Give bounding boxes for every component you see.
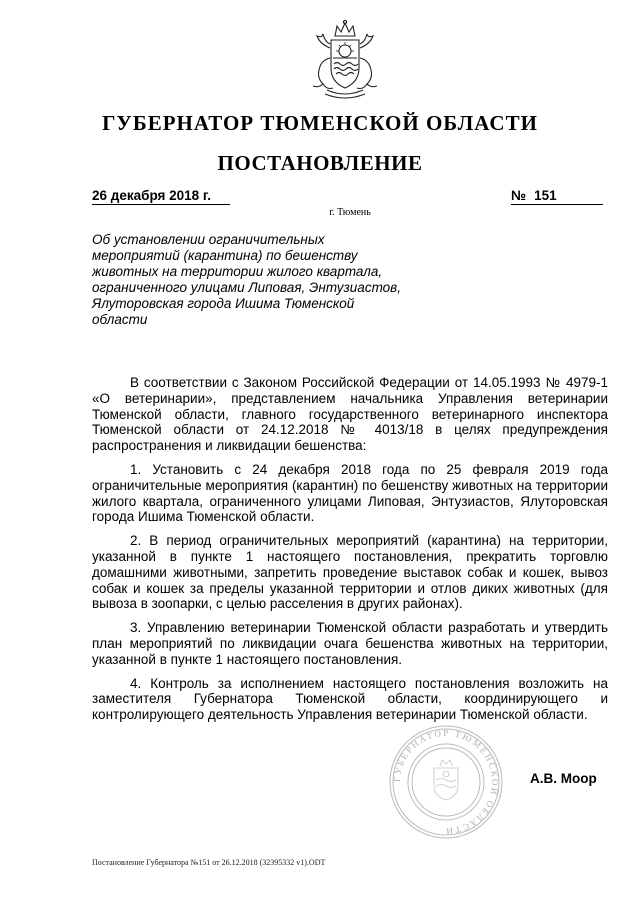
signatory-name: А.В. Моор (530, 771, 597, 786)
preamble-paragraph: В соответствии с Законом Российской Федерации от 14.05.1993 № 4979-1 «О ветеринарии», представлением начальника Управления ветеринарии Тюменской области, главного государственного ветеринарного инспектора Тюменской области от 24.12.2018 № 4013/18 в целях предупреждения распространения и ликвидации бешенства: (92, 375, 608, 454)
document-number (511, 188, 603, 205)
clause-1-paragraph: 1. Установить с 24 декабря 2018 года по 25 февраля 2019 года ограничительные мероприятия (карантин) по бешенству животных на территории жилого квартала, ограниченного улицами Липовая, Энтузиастов, Ялуторовская города Ишима Тюменской области. (92, 461, 608, 525)
official-seal-icon (386, 722, 506, 842)
seal-text: ГУБЕРНАТОР ТЮМЕНСКОЙ ОБЛАСТИ (391, 727, 501, 837)
document-subject: Об установлении ограничительных мероприятий (карантина) по бешенству животных на территории жилого квартала, ограниченного улицами Липовая, Энтузиастов, Ялуторовская города Ишима Тюменской области (92, 232, 401, 327)
issuer-title: ГУБЕРНАТОР ТЮМЕНСКОЙ ОБЛАСТИ (102, 111, 538, 135)
clause-4-paragraph: 4. Контроль за исполнением настоящего постановления возложить на заместителя Губернатора Тюменской области, координирующего и контролирующего деятельность Управления ветеринарии Тюменской области. (92, 675, 608, 723)
number-value: 151 (534, 188, 557, 203)
document-city: г. Тюмень (329, 207, 371, 218)
coat-of-arms-icon (303, 18, 387, 102)
document-date: 26 декабря 2018 г. (92, 188, 230, 205)
document-body (92, 375, 608, 731)
number-prefix: № (511, 188, 527, 203)
document-type: ПОСТАНОВЛЕНИЕ (217, 151, 423, 175)
clause-2-paragraph: 2. В период ограничительных мероприятий (карантина) на территории, указанной в пункте 1 настоящего постановления, прекратить торговлю домашними животными, запретить проведение выставок собак и кошек, вывоз собак и кошек за пределы указанной территории и отлов диких животных (для вывоза в зоопарки, с целью расселения в других районах). (92, 533, 608, 612)
clause-3-paragraph: 3. Управлению ветеринарии Тюменской области разработать и утвердить план мероприятий по ликвидации очага бешенства животных на территории, указанной в пункте 1 настоящего постановления. (92, 620, 608, 667)
footer-file-reference: Постановление Губернатора №151 от 26.12.2018 (32395332 v1).ODT (92, 858, 326, 867)
